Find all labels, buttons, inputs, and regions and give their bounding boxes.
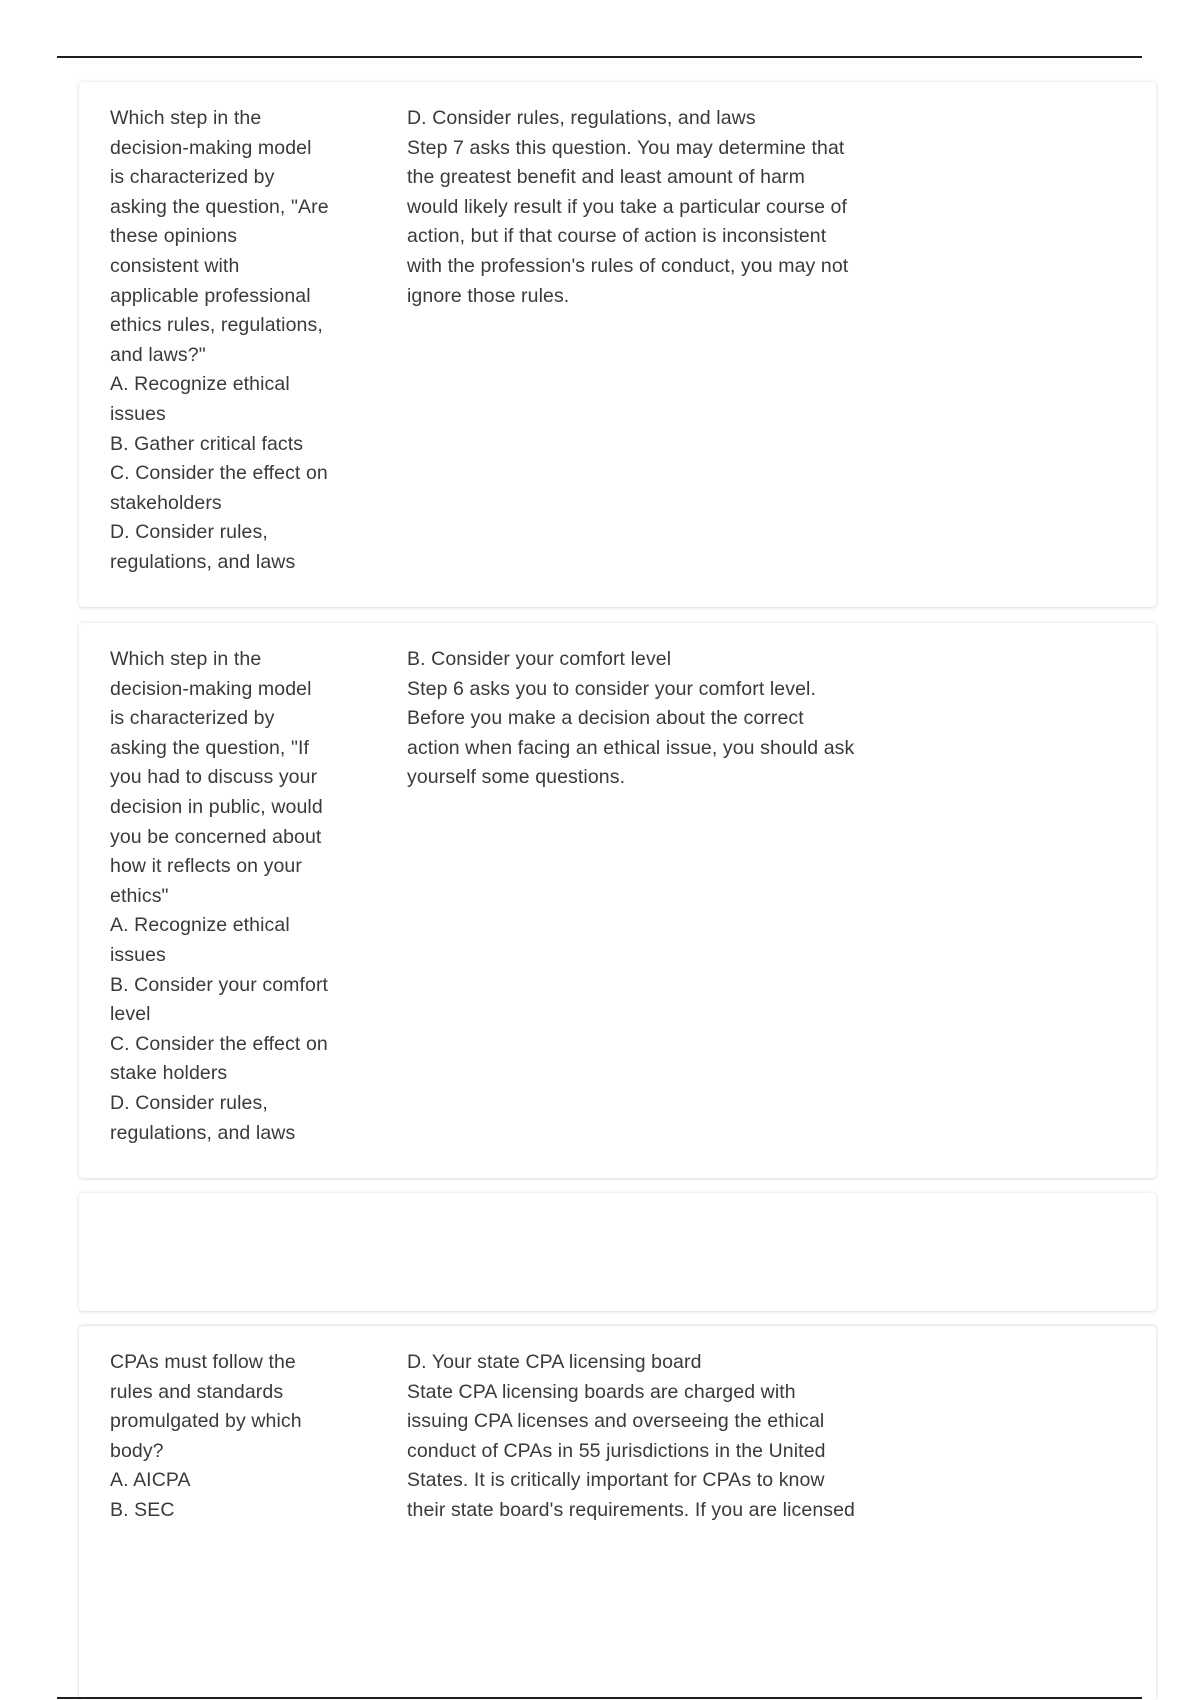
question-text: Which step in the decision-making model is characterized by asking the question, "Are these opinions consistent with applicable professional ethics rules, regulations, and laws?" A. Recognize ethical issues B. Gather critical facts C. Consider the effect on stakeholders D. Consider rules, regulations, and laws — [110, 107, 329, 573]
question-text: Which step in the decision-making model is characterized by asking the question, "If you had to discuss your decision in public, would you be concerned about how it reflects on your ethics" A. Recognize ethical issues B. Consider your comfort level C. Consider the effect on stake holders D. Consider rules, regulations, and laws — [110, 648, 329, 1144]
question-text: CPAs must follow the rules and standards promulgated by which body? A. AICPA B. SEC — [110, 1351, 302, 1521]
answer-text: B. Consider your comfort level Step 6 asks you to consider your comfort level. Before you make a decision about the correct action when facing an ethical issue, you should ask yourself some questions. — [407, 648, 855, 789]
header-rule — [57, 56, 1142, 58]
answer-text: D. Consider rules, regulations, and laws Step 7 asks this question. You may determine that the greatest benefit and least amount of harm would likely result if you take a particular course of action, but if that course of action is inconsistent with the profession's rules of conduct, you may not ignore those rules. — [407, 107, 849, 307]
flashcard-1 — [79, 82, 1156, 607]
answer-text: D. Your state CPA licensing board State CPA licensing boards are charged with issuing CPA licenses and overseeing the ethical conduct of CPAs in 55 jurisdictions in the United States. It is critically important for CPAs to know their state board's requirements. If you are licensed — [407, 1351, 856, 1521]
flashcard-4 — [79, 1326, 1156, 1700]
footer-rule — [57, 1697, 1142, 1699]
flashcard-2 — [79, 623, 1156, 1178]
flashcard-3-empty — [79, 1193, 1156, 1311]
